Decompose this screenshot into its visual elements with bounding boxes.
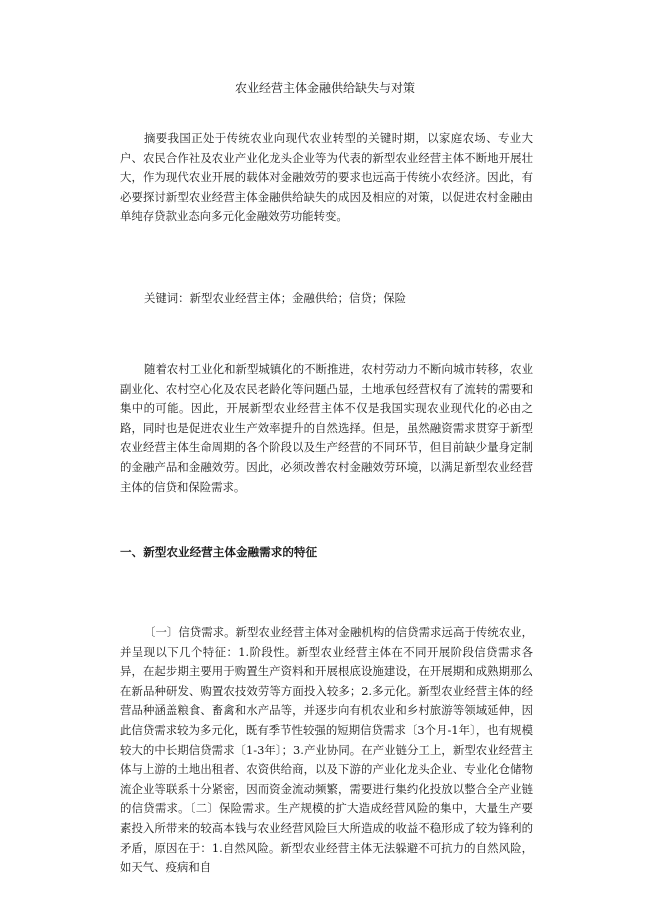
keywords-paragraph <box>120 289 533 309</box>
section-body: 〔一〕信贷需求。新型农业经营主体对金融机构的信贷需求远高于传统农业，并呈现以下几个特征：1.阶段性。新型农业经营主体在不同开展阶段信贷需求各异，在起步期主要用于购置生产资料和开展根底设施建设，在开展期和成熟期那么在新品种研发、购置农技效劳等方面投入较多；2.多元化。新型农业经营主体的经营品种涵盖粮食、畜禽和水产品等，并逐步向有机农业和乡村旅游等领域延伸，因此信贷需求较为多元化，既有季节性较强的短期信贷需求〔3个月-1年〕，也有规模较大的中长期信贷需求〔1-3年〕；3.产业协同。在产业链分工上，新型农业经营主体与上游的土地出租者、农资供给商，以及下游的产业化龙头企业、专业化仓储物流企业等联系十分紧密，因而资金流动频繁，需要进行集约化投放以整合全产业链的信贷需求。〔二〕保险需求。生产规模的扩大造成经营风险的集中，大量生产要素投入所带来的较高本钱与农业经营风险巨大所造成的收益不稳形成了较为锋利的矛盾，原因在于：1.自然风险。新型农业经营主体无法躲避不可抗力的自然风险，如天气、疫病和自 <box>120 625 533 875</box>
section-heading: 一、新型农业经营主体金融需求的特征 <box>120 545 318 559</box>
keywords-label: 关键词： <box>144 291 190 305</box>
abstract-text: 我国正处于传统农业向现代农业转型的关键时期，以家庭农场、专业大户、农民合作社及农业产业化龙头企业等为代表的新型农业经营主体不断地开展壮大，作为现代农业开展的载体对金融效劳的要求也远高于传统小农经济。因此，有必要探讨新型农业经营主体金融供给缺失的成因及相应的对策，以促进农村金融由单纯存贷款业态向多元化金融效劳功能转变。 <box>120 131 533 224</box>
abstract-label: 摘要 <box>144 131 168 145</box>
keywords-text: 新型农业经营主体；金融供给；信贷；保险 <box>189 291 407 305</box>
abstract-paragraph <box>120 129 533 227</box>
document-title: 农业经营主体金融供给缺失与对策 <box>234 81 415 95</box>
intro-paragraph: 随着农村工业化和新型城镇化的不断推进，农村劳动力不断向城市转移，农业副业化、农村空心化及农民老龄化等问题凸显，土地承包经营权有了流转的需要和集中的可能。因此，开展新型农业经营主体不仅是我国实现农业现代化的必由之路，同时也是促进农业生产效率提升的自然选择。但是，虽然融资需求贯穿于新型农业经营主体生命周期的各个阶段以及生产经营的不同环节，但目前缺少量身定制的金融产品和金融效劳。因此，必须改善农村金融效劳环境，以满足新型农业经营主体的信贷和保险需求。 <box>120 362 533 494</box>
